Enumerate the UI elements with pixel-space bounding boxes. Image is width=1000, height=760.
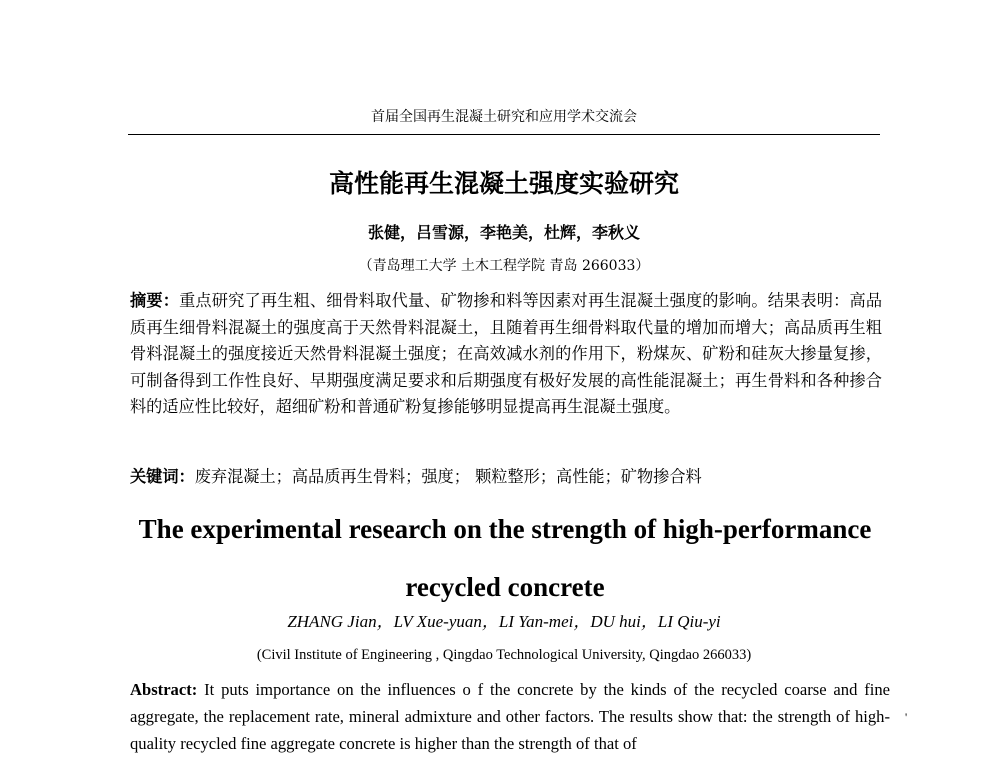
chinese-abstract-text: 重点研究了再生粗、细骨料取代量、矿物掺和料等因素对再生混凝土强度的影响。结果表明：高品质再生细骨料混凝土的强度高于天然骨料混凝土，且随着再生细骨料取代量的增加而增大；高品质再生粗骨料混凝土的强度接近天然骨料混凝土强度；在高效减水剂的作用下，粉煤灰、矿粉和硅灰大掺量复掺，可制备得到工作性良好、早期强度满足要求和后期强度有极好发展的高性能混凝土；再生骨料和各种掺合料的适应性比较好，超细矿粉和普通矿粉复掺能够明显提高再生混凝土强度。	[130, 291, 883, 416]
english-affiliation: (Civil Institute of Engineering , Qingdao Technological University, Qingdao 266033)	[256, 647, 752, 663]
chinese-keywords-text: 废弃混凝土；高品质再生骨料；强度； 颗粒整形；高性能；矿物掺合料	[194, 467, 702, 486]
chinese-keywords	[130, 464, 882, 490]
english-abstract	[130, 676, 890, 757]
english-title: The experimental research on the strength of high-performance recycled concrete	[138, 514, 872, 602]
conference-header: 首届全国再生混凝土研究和应用学术交流会	[371, 109, 637, 125]
margin-mark: '	[905, 710, 908, 724]
english-authors: ZHANG Jian，LV Xue-yuan，LI Yan-mei，DU hui，LI Qiu-yi	[287, 612, 721, 631]
english-abstract-text: It puts importance on the influences o f the concrete by the kinds of the recycled coarse and fine aggregate, the replacement rate, mineral admixture and other factors. The results show that: the strength of high-quality recycled fine aggregate concrete is higher than the strength of that of	[130, 680, 890, 753]
header-divider	[128, 134, 880, 135]
chinese-affiliation: （青岛理工大学 土木工程学院 青岛 266033）	[358, 258, 650, 274]
chinese-abstract	[130, 288, 882, 421]
english-abstract-label: Abstract:	[130, 680, 198, 699]
chinese-authors: 张健，吕雪源，李艳美，杜辉，李秋义	[367, 223, 640, 242]
chinese-keywords-label: 关键词：	[130, 467, 195, 486]
chinese-abstract-label: 摘要：	[130, 291, 180, 310]
chinese-title: 高性能再生混凝土强度实验研究	[328, 169, 679, 198]
